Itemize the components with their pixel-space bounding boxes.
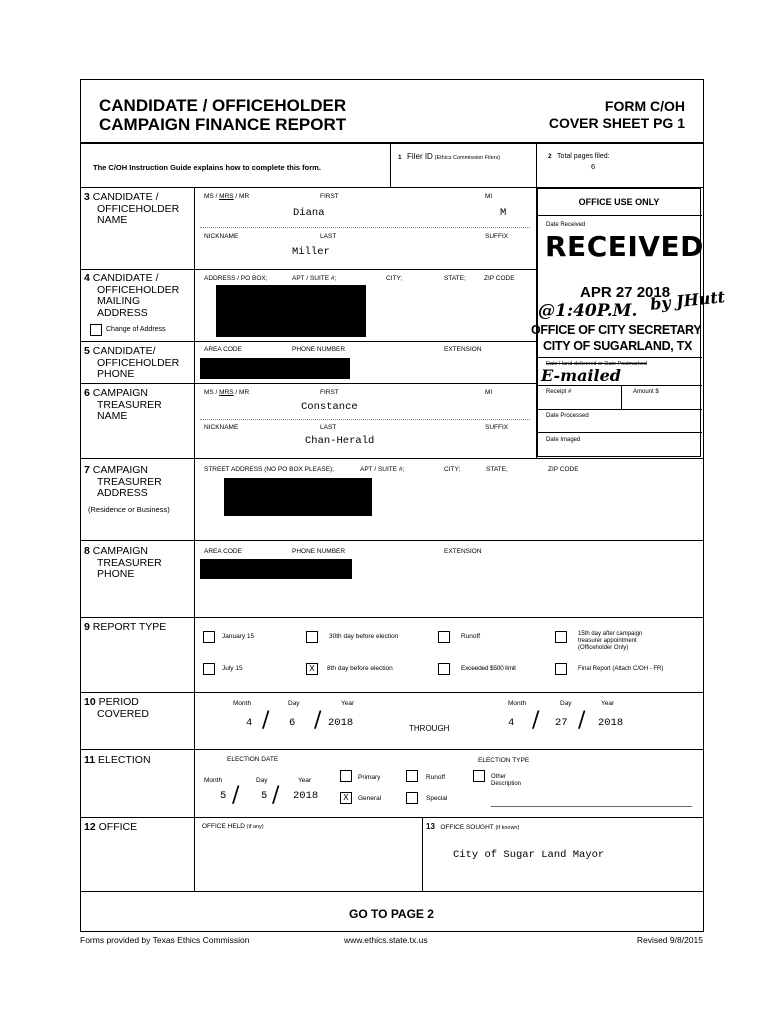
from-year-label: Year: [341, 700, 355, 707]
special-label: Special: [426, 795, 448, 802]
section-12-label: [84, 822, 137, 834]
date-slash: /: [232, 783, 240, 808]
divider: [537, 357, 702, 358]
section-12-text: OFFICE: [98, 821, 138, 833]
8th-day-checkbox[interactable]: X: [306, 663, 318, 675]
section-5-text-2: OFFICEHOLDER: [97, 356, 180, 369]
section-10-num: 10: [84, 696, 96, 708]
from-year-value[interactable]: 2018: [328, 717, 354, 729]
election-runoff-checkbox[interactable]: [406, 770, 418, 782]
date-processed-label: Date Processed: [546, 413, 589, 419]
primary-checkbox[interactable]: [340, 770, 352, 782]
stamp-city: CITY OF SUGARLAND, TX: [543, 339, 693, 353]
divider: [537, 409, 702, 410]
section-5-text-3: PHONE: [97, 368, 135, 380]
exceeded-limit-checkbox[interactable]: [438, 663, 450, 675]
divider: [80, 458, 703, 459]
date-slash: /: [314, 708, 322, 733]
8th-day-label: 8th day before election: [327, 665, 393, 672]
election-day-value[interactable]: 5: [261, 790, 268, 802]
cand-ext-label: EXTENSION: [444, 346, 482, 353]
column-line: [621, 385, 622, 409]
treas-salutation-label: [204, 389, 249, 397]
general-checkbox[interactable]: X: [340, 792, 352, 804]
election-day-label: Day: [256, 777, 268, 784]
total-pages-value[interactable]: 6: [591, 162, 596, 171]
receipt-label: Receipt #: [546, 389, 572, 395]
divider: [80, 891, 703, 892]
date-received-label: Date Received: [546, 222, 586, 228]
divider: [80, 383, 536, 384]
15th-day-line1: 15th day after campaign: [578, 631, 643, 637]
section-6-text-3: NAME: [97, 410, 128, 422]
column-line: [390, 142, 391, 187]
go-to-page-2: GO TO PAGE 2: [349, 907, 434, 921]
section-13-num: 13: [426, 822, 435, 831]
to-day-label: Day: [560, 700, 572, 707]
section-11-text: ELECTION: [98, 754, 151, 766]
divider: [80, 817, 703, 818]
form-name: FORM C/OH: [604, 98, 685, 114]
final-report-checkbox[interactable]: [555, 663, 567, 675]
other-checkbox[interactable]: [473, 770, 485, 782]
runoff-report-checkbox[interactable]: [438, 631, 450, 643]
cand-suffix-label: SUFFIX: [485, 233, 509, 240]
election-runoff-label: Runoff: [426, 774, 446, 781]
instructions: The C/OH Instruction Guide explains how to complete this form.: [93, 163, 321, 172]
form-subtitle: COVER SHEET PG 1: [548, 115, 685, 131]
election-year-label: Year: [298, 777, 312, 784]
treas-last-value[interactable]: Chan-Herald: [305, 435, 375, 447]
election-date-label: ELECTION DATE: [227, 756, 279, 763]
dotted-separator: [200, 227, 530, 228]
divider: [80, 341, 536, 342]
redacted-phone: [200, 358, 350, 379]
through-label: THROUGH: [409, 724, 450, 733]
cand-salutation-label: [204, 193, 249, 201]
divider: [80, 692, 703, 693]
filer-id-num: 1: [398, 154, 402, 161]
date-slash: /: [262, 708, 270, 733]
to-month-label: Month: [508, 700, 527, 707]
footer-revised: Revised 9/8/2015: [636, 935, 703, 945]
salutation-mr: / MR: [233, 389, 250, 396]
total-pages-label: [548, 153, 610, 161]
15th-day-line3: (Officeholder Only): [578, 645, 629, 651]
section-6-label: [84, 388, 162, 423]
change-of-address-label: Change of Address: [106, 326, 166, 333]
section-8-num: 8: [84, 545, 90, 557]
total-pages-text: Total pages filed:: [557, 153, 610, 160]
mail-city-label: CITY;: [386, 275, 403, 282]
salutation-ms: MS /: [204, 389, 220, 396]
section-9-label: [84, 622, 166, 634]
section-8-text-3: PHONE: [97, 568, 135, 580]
to-year-label: Year: [601, 700, 615, 707]
redacted-address: [224, 478, 372, 516]
change-of-address-checkbox[interactable]: [90, 324, 102, 336]
mail-address-label: ADDRESS / PO BOX;: [204, 275, 268, 282]
office-sought-value[interactable]: City of Sugar Land Mayor: [453, 849, 605, 861]
divider: [537, 215, 702, 216]
general-label: General: [358, 795, 382, 802]
cand-first-value[interactable]: Diana: [293, 207, 325, 219]
section-3-text-1: CANDIDATE /: [92, 191, 159, 203]
total-pages-num: 2: [548, 153, 552, 160]
jul15-label: July 15: [222, 665, 243, 672]
primary-label: Primary: [358, 774, 381, 781]
date-imaged-label: Date Imaged: [546, 437, 581, 443]
handwritten-time: @1:40P.M.: [538, 301, 638, 321]
office-held-sub: (if any): [246, 824, 264, 830]
treas-phone-label: PHONE NUMBER: [292, 548, 346, 555]
jan15-label: January 15: [222, 633, 255, 640]
footer-provided: Forms provided by Texas Ethics Commission: [80, 935, 250, 945]
divider: [537, 385, 702, 386]
struck-date-label: Date Hand-delivered or Date Postmarked: [546, 361, 647, 367]
salutation-mrs[interactable]: MRS: [219, 193, 234, 200]
office-sought-sub: (if known): [495, 825, 520, 831]
stamp-date: APR 27 2018: [580, 284, 671, 301]
amount-label: Amount $: [633, 389, 659, 395]
description-line: [491, 806, 692, 807]
jan15-checkbox[interactable]: [203, 631, 215, 643]
section-3-text-2: OFFICEHOLDER: [97, 202, 180, 215]
office-sought-label: [426, 823, 519, 832]
section-4-num: 4: [84, 272, 90, 284]
section-7-note: (Residence or Business): [88, 505, 170, 514]
filer-id-label: [398, 153, 500, 162]
divider: [80, 617, 703, 618]
section-7-text-1: CAMPAIGN: [92, 464, 148, 476]
to-year-value[interactable]: 2018: [598, 717, 624, 729]
section-10-text-2: COVERED: [97, 707, 149, 720]
treas-apt-label: APT / SUITE #;: [360, 466, 405, 473]
from-month-value[interactable]: 4: [246, 717, 253, 729]
final-report-label: Final Report (Attach C/OH - FR): [578, 666, 664, 672]
dotted-separator: [200, 419, 530, 420]
section-11-num: 11: [84, 754, 96, 766]
salutation-mr: / MR: [233, 193, 250, 200]
section-5-label: [84, 346, 179, 381]
office-held-text: OFFICE HELD: [202, 823, 245, 830]
section-8-label: [84, 546, 162, 581]
office-sought-text: OFFICE SOUGHT: [440, 824, 494, 831]
to-day-value[interactable]: 27: [555, 717, 568, 729]
handwritten-initials: by JHutt: [649, 287, 726, 314]
handwritten-mailed: E-mailed: [541, 366, 621, 385]
filer-id-sub: (Ethics Commission Filers): [434, 155, 501, 161]
office-held-label: [202, 823, 264, 831]
treas-street-label: STREET ADDRESS (NO PO BOX PLEASE);: [204, 466, 334, 473]
cand-first-label: FIRST: [320, 193, 339, 200]
section-12-num: 12: [84, 821, 96, 833]
description-label: Description: [491, 781, 522, 787]
form-title-line2: CAMPAIGN FINANCE REPORT: [99, 115, 347, 134]
runoff-report-label: Runoff: [461, 633, 481, 640]
section-7-label: [84, 465, 162, 500]
treas-ext-label: EXTENSION: [444, 548, 482, 555]
divider: [80, 142, 703, 144]
date-slash: /: [272, 783, 280, 808]
divider: [80, 749, 703, 750]
section-7-num: 7: [84, 464, 90, 476]
treas-last-label: LAST: [320, 424, 337, 431]
form-title-line1: CANDIDATE / OFFICEHOLDER: [99, 96, 347, 115]
section-4-text-3: MAILING: [97, 295, 141, 307]
divider: [537, 432, 702, 433]
treas-first-label: FIRST: [320, 389, 339, 396]
mail-state-label: STATE;: [444, 275, 466, 282]
treas-area-label: AREA CODE: [204, 548, 242, 555]
received-stamp: RECEIVED: [545, 230, 704, 263]
cand-area-label: AREA CODE: [204, 346, 242, 353]
redacted-address: [216, 285, 366, 337]
date-slash: /: [578, 708, 586, 733]
section-7-text-3: ADDRESS: [97, 487, 148, 499]
office-use-title: OFFICE USE ONLY: [578, 197, 660, 207]
cand-nickname-label: NICKNAME: [204, 233, 239, 240]
section-10-label: [84, 697, 149, 720]
treas-mi-label: MI: [485, 389, 493, 396]
cand-mi-value[interactable]: M: [500, 207, 507, 219]
exceeded-limit-label: Exceeded $500 limit: [461, 665, 516, 672]
other-label: [491, 774, 521, 788]
cand-last-value[interactable]: Miller: [292, 246, 330, 258]
mail-zip-label: ZIP CODE: [484, 275, 515, 282]
section-4-text-1: CANDIDATE /: [92, 272, 159, 284]
filer-id-text: Filer ID: [407, 152, 433, 161]
treas-suffix-label: SUFFIX: [485, 424, 509, 431]
section-6-text-2: TREASURER: [97, 398, 162, 411]
section-8-text-2: TREASURER: [97, 556, 162, 569]
section-9-num: 9: [84, 621, 90, 633]
from-day-value[interactable]: 6: [289, 717, 296, 729]
section-4-label: [84, 273, 179, 319]
special-checkbox[interactable]: [406, 792, 418, 804]
divider: [80, 540, 703, 541]
30th-day-checkbox[interactable]: [306, 631, 318, 643]
other-label-text: Other: [491, 774, 507, 780]
section-11-label: [84, 755, 151, 767]
section-6-num: 6: [84, 387, 90, 399]
section-4-text-2: OFFICEHOLDER: [97, 283, 180, 296]
election-year-value[interactable]: 2018: [293, 790, 319, 802]
section-3-num: 3: [84, 191, 90, 203]
15th-day-line2: treasurer appointment: [578, 638, 637, 644]
section-6-text-1: CAMPAIGN: [92, 387, 148, 399]
15th-day-checkbox[interactable]: [555, 631, 567, 643]
section-5-text-1: CANDIDATE/: [92, 345, 156, 357]
treas-state-label: STATE;: [486, 466, 508, 473]
treas-zip-label: ZIP CODE: [548, 466, 579, 473]
section-3-label: [84, 192, 179, 227]
section-3-text-3: NAME: [97, 214, 128, 226]
redacted-phone: [200, 559, 352, 579]
section-4-text-4: ADDRESS: [97, 306, 148, 319]
section-10-text-1: PERIOD: [98, 696, 139, 708]
15th-day-label: [578, 631, 642, 652]
cand-mi-label: MI: [485, 193, 493, 200]
section-9-text: REPORT TYPE: [92, 621, 167, 633]
date-slash: /: [532, 708, 540, 733]
section-7-text-2: TREASURER: [97, 475, 162, 488]
jul15-checkbox[interactable]: [203, 663, 215, 675]
footer-url[interactable]: www.ethics.state.tx.us: [344, 935, 428, 945]
treas-first-value[interactable]: Constance: [301, 401, 358, 413]
salutation-mrs[interactable]: MRS: [219, 389, 234, 396]
salutation-ms: MS /: [204, 193, 220, 200]
30th-day-label: 30th day before election: [329, 633, 399, 640]
section-8-text-1: CAMPAIGN: [92, 545, 148, 557]
cand-phone-label: PHONE NUMBER: [292, 346, 346, 353]
column-line: [422, 817, 423, 891]
section-5-num: 5: [84, 345, 90, 357]
election-type-label: ELECTION TYPE: [478, 757, 530, 764]
from-month-label: Month: [233, 700, 252, 707]
from-day-label: Day: [288, 700, 300, 707]
treas-nickname-label: NICKNAME: [204, 424, 239, 431]
cand-last-label: LAST: [320, 233, 337, 240]
election-month-value[interactable]: 5: [220, 790, 227, 802]
election-month-label: Month: [204, 777, 223, 784]
mail-apt-label: APT / SUITE #;: [292, 275, 337, 282]
column-line: [194, 187, 195, 891]
filer-id-field[interactable]: [398, 166, 528, 182]
divider: [80, 269, 536, 270]
treas-city-label: CITY;: [444, 466, 461, 473]
stamp-office: OFFICE OF CITY SECRETARY: [531, 323, 702, 337]
to-month-value[interactable]: 4: [508, 717, 515, 729]
